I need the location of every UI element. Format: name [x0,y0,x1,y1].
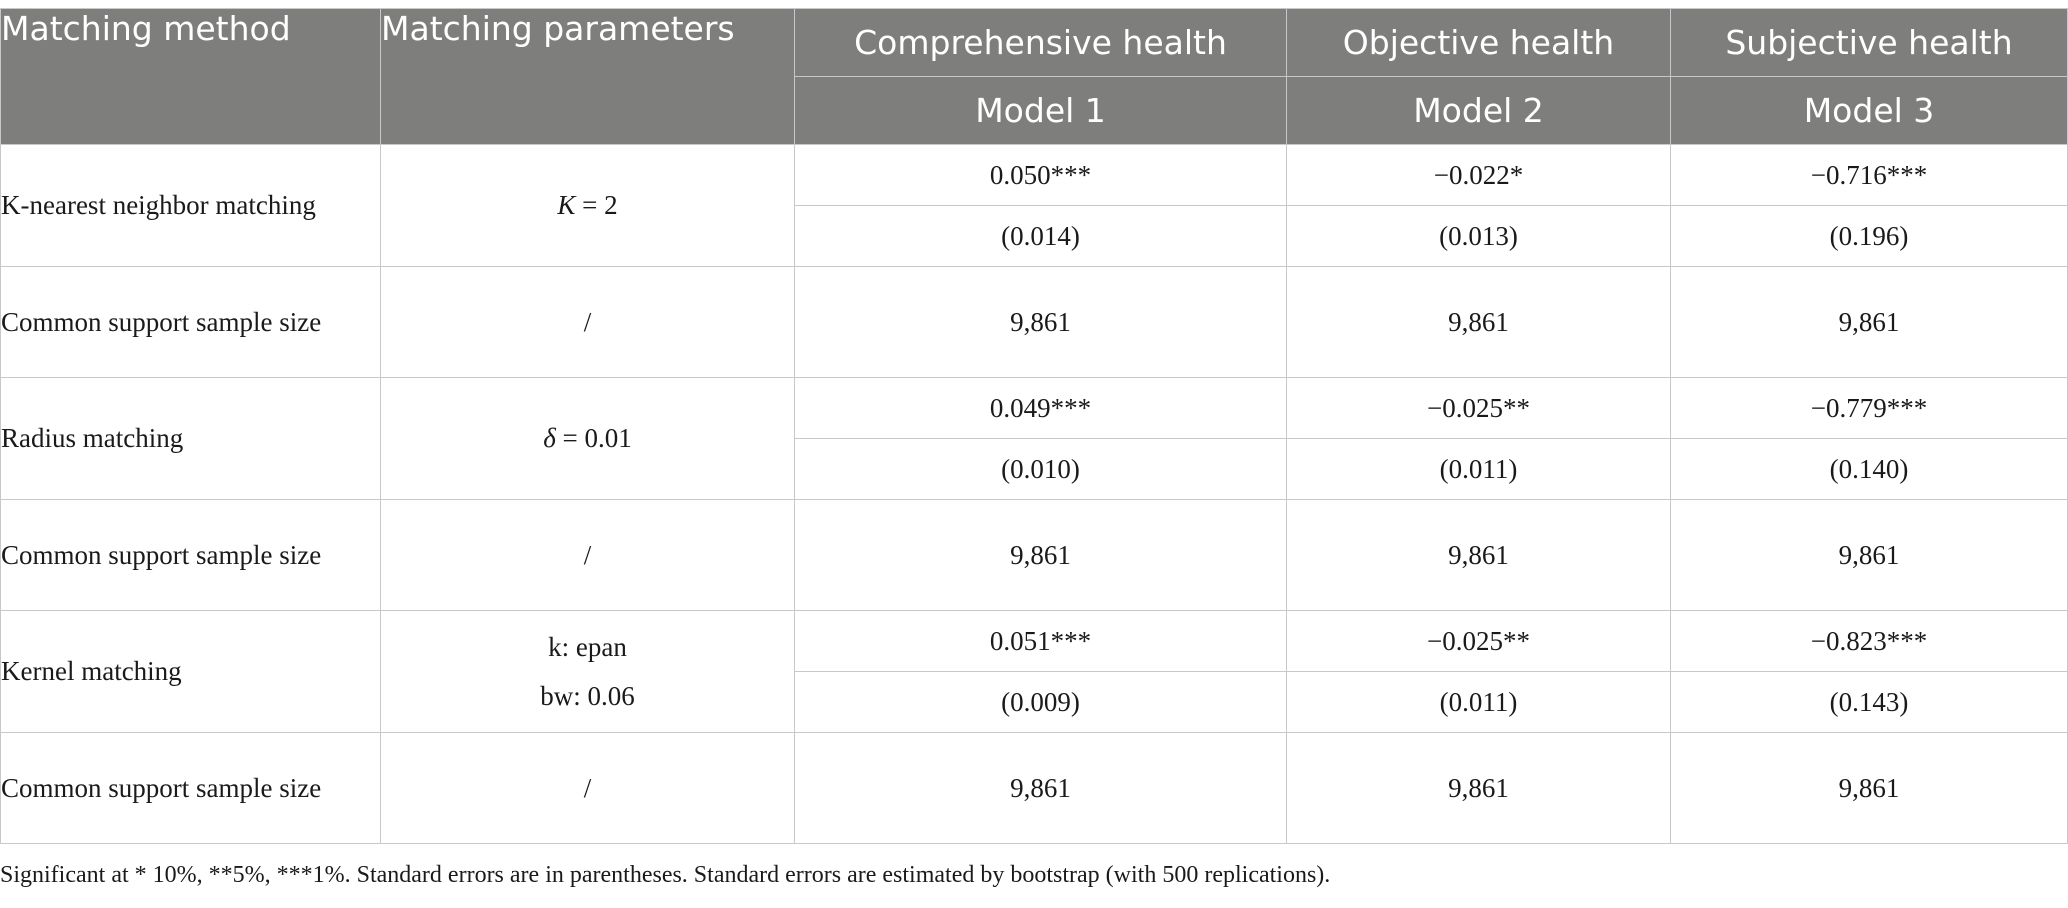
cs3-model2: 9,861 [1287,733,1671,844]
radius-model2-se: (0.011) [1287,439,1671,500]
table-row-common-support-2 [1,500,2068,611]
radius-model1-se: (0.010) [795,439,1287,500]
method-knn: K-nearest neighbor matching [1,145,381,267]
header-matching-method: Matching method [1,9,381,145]
param-knn-var: K [557,190,576,220]
method-kernel: Kernel matching [1,611,381,733]
param-radius [381,378,795,500]
table-row-common-support-3 [1,733,2068,844]
kernel-model2-se: (0.011) [1287,672,1671,733]
header-comprehensive-health: Comprehensive health [795,9,1287,77]
kernel-model3-se: (0.143) [1671,672,2068,733]
header-model-3: Model 3 [1671,77,2068,145]
kernel-model1-coef: 0.051*** [795,611,1287,672]
method-common-support-2: Common support sample size [1,500,381,611]
radius-model2-coef: −0.025** [1287,378,1671,439]
kernel-model1-se: (0.009) [795,672,1287,733]
header-model-2: Model 2 [1287,77,1671,145]
table-row-kernel-coef [1,611,2068,672]
header-model-1: Model 1 [795,77,1287,145]
results-table-container [0,8,2068,844]
knn-model3-se: (0.196) [1671,206,2068,267]
param-kernel-line1: k: epan [548,631,627,662]
param-kernel-line2: bw: 0.06 [540,680,635,711]
header-subjective-health: Subjective health [1671,9,2068,77]
header-objective-health: Objective health [1287,9,1671,77]
table-row-knn-coef [1,145,2068,206]
table-row-radius-coef [1,378,2068,439]
param-common-support-2: / [381,500,795,611]
kernel-model2-coef: −0.025** [1287,611,1671,672]
param-radius-eq: = 0.01 [555,423,632,453]
knn-model1-se: (0.014) [795,206,1287,267]
knn-model2-se: (0.013) [1287,206,1671,267]
kernel-model3-coef: −0.823*** [1671,611,2068,672]
cs3-model1: 9,861 [795,733,1287,844]
radius-model1-coef: 0.049*** [795,378,1287,439]
cs1-model2: 9,861 [1287,267,1671,378]
param-knn-eq: = 2 [575,190,618,220]
knn-model3-coef: −0.716*** [1671,145,2068,206]
knn-model2-coef: −0.022* [1287,145,1671,206]
cs2-model3: 9,861 [1671,500,2068,611]
table-footnote: Significant at * 10%, **5%, ***1%. Standard errors are in parentheses. Standard errors are estimated by bootstrap (with 500 replications). [0,862,1331,888]
cs2-model1: 9,861 [795,500,1287,611]
knn-model1-coef: 0.050*** [795,145,1287,206]
param-radius-var: δ [543,423,556,453]
cs1-model3: 9,861 [1671,267,2068,378]
method-common-support-1: Common support sample size [1,267,381,378]
param-kernel [381,611,795,733]
header-matching-parameters: Matching parameters [381,9,795,145]
method-radius: Radius matching [1,378,381,500]
radius-model3-se: (0.140) [1671,439,2068,500]
param-knn [381,145,795,267]
matching-results-table [0,8,2068,844]
param-common-support-3: / [381,733,795,844]
radius-model3-coef: −0.779*** [1671,378,2068,439]
param-common-support-1: / [381,267,795,378]
table-row-common-support-1 [1,267,2068,378]
method-common-support-3: Common support sample size [1,733,381,844]
cs3-model3: 9,861 [1671,733,2068,844]
cs1-model1: 9,861 [795,267,1287,378]
cs2-model2: 9,861 [1287,500,1671,611]
